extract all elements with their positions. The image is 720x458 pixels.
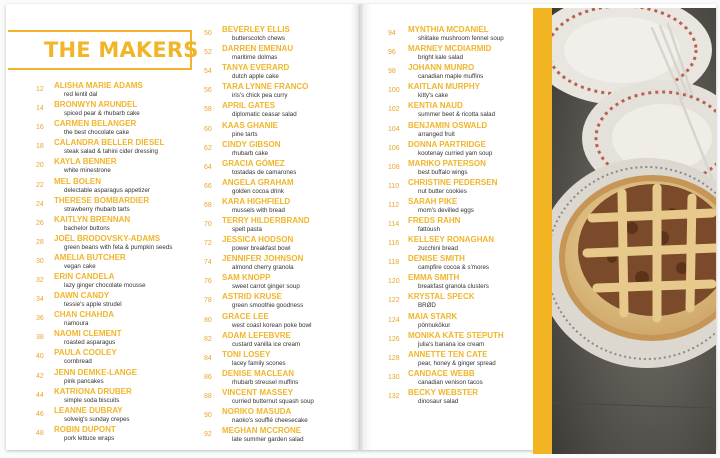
recipe-name: mom's devilled eggs <box>418 206 474 214</box>
page-number: 116 <box>388 240 400 248</box>
maker-name: KAAS GHANIE <box>222 120 279 130</box>
recipe-name: late summer garden salad <box>232 436 304 444</box>
maker-name: BENJAMIN OSWALD <box>408 120 488 130</box>
recipe-name: delectable asparagus appetizer <box>64 186 150 194</box>
page-number: 50 <box>204 30 212 37</box>
maker-name: SARAH PIKE <box>408 196 458 206</box>
page-number: 56 <box>204 87 212 95</box>
recipe-name: pine tarts <box>232 130 258 138</box>
recipe-name: shiitake mushroom fennel soup <box>418 35 504 42</box>
page-number: 46 <box>36 410 44 418</box>
recipe-name: almond cherry granola <box>232 264 294 272</box>
page-number: 14 <box>36 105 44 113</box>
page-number: 96 <box>388 49 396 57</box>
recipe-name: curried butternut squash soup <box>232 397 314 405</box>
maker-name: CANDACE WEBB <box>408 368 475 378</box>
maker-name: BRONWYN ARUNDEL <box>54 100 138 110</box>
recipe-name: maritime dolmas <box>232 54 278 62</box>
recipe-name: lacey family scones <box>232 359 286 367</box>
page-number: 34 <box>36 296 44 304</box>
page-number: 114 <box>388 221 400 228</box>
page-number: 122 <box>388 297 400 305</box>
maker-name: AMELIA BUTCHER <box>54 252 126 262</box>
maker-name: MEL BOLEN <box>54 176 101 186</box>
page-number: 128 <box>388 354 400 362</box>
recipe-name: BRØD <box>418 302 436 310</box>
recipe-name: green beans with feta & pumpkin seeds <box>64 243 173 251</box>
page-number: 44 <box>36 391 44 399</box>
maker-name: DENISE MACLEAN <box>222 368 295 378</box>
recipe-name: red lentil dal <box>64 91 98 98</box>
recipe-name: kitty's cake <box>418 92 449 100</box>
page-number: 80 <box>204 316 212 324</box>
recipe-name: simple soda biscuits <box>64 396 120 404</box>
page-number: 18 <box>36 143 44 151</box>
page-number: 28 <box>36 238 44 246</box>
page-number: 66 <box>204 182 212 190</box>
maker-name: TARA LYNNE FRANCO <box>222 82 309 92</box>
recipe-name: naoko's soufflé cheesecake <box>232 417 308 424</box>
page-number: 124 <box>388 316 400 324</box>
recipe-name: nut butter cookies <box>418 187 467 195</box>
recipe-name: bachelor buttons <box>64 224 110 232</box>
maker-name: GRACE LEE <box>222 311 269 321</box>
recipe-name: power breakfast bowl <box>232 245 291 253</box>
page-number: 92 <box>204 431 212 439</box>
maker-name: THERESE BOMBARDIER <box>54 195 150 205</box>
page-number: 24 <box>36 200 44 208</box>
maker-name: BECKY WEBSTER <box>408 387 479 397</box>
page-number: 130 <box>388 373 400 381</box>
maker-name: MARNEY MCDIARMID <box>408 44 492 54</box>
recipe-name: pink pancakes <box>64 377 104 385</box>
maker-name: JOËL BRODOVSKY-ADAMS <box>54 233 161 243</box>
page-number: 72 <box>204 240 212 248</box>
recipe-name: white minestrone <box>64 167 111 175</box>
page-number: 26 <box>36 219 44 227</box>
maker-name: CINDY GIBSON <box>222 139 281 149</box>
page-number: 90 <box>204 412 212 419</box>
maker-name: JOHANN MUNRO <box>408 63 475 73</box>
maker-name: LEANNE DUBRAY <box>54 405 123 415</box>
maker-name: MONIKA KÄTE STEPUTH <box>408 330 504 340</box>
page-number: 36 <box>36 315 44 323</box>
recipe-name: fattoush <box>418 226 441 233</box>
page-number: 78 <box>204 297 212 305</box>
page-number: 22 <box>36 181 44 189</box>
page-number: 118 <box>388 259 400 267</box>
recipe-name: green smoothie goodness <box>232 302 304 310</box>
recipe-name: tessie's apple strudel <box>64 301 122 309</box>
maker-name: CALANDRA BELLER DIESEL <box>54 138 165 148</box>
maker-name: FREDS RAHN <box>408 216 461 225</box>
recipe-name: cornbread <box>64 358 92 366</box>
page-number: 110 <box>388 182 400 190</box>
recipe-name: mussels with bread <box>232 206 285 214</box>
maker-name: KARA HIGHFIELD <box>222 196 291 206</box>
recipe-name: strawberry rhubarb tarts <box>64 205 130 213</box>
page-number: 16 <box>36 124 44 132</box>
maker-name: TANYA EVERARD <box>222 63 290 73</box>
recipe-name: rhubarb streusel muffins <box>232 378 299 386</box>
maker-name: EMMA SMITH <box>408 273 460 283</box>
page-number: 82 <box>204 335 212 343</box>
maker-name: TONI LOSEY <box>222 349 271 359</box>
page-number: 88 <box>204 392 212 400</box>
recipe-name: solveig's sunday crepes <box>64 415 130 423</box>
page-number: 58 <box>204 106 212 114</box>
recipe-name: diplomatic ceasar salad <box>232 111 297 119</box>
recipe-name: sweet carrot ginger soup <box>232 283 300 291</box>
recipe-name: spelt pasta <box>232 226 262 233</box>
maker-name: BEVERLEY ELLIS <box>222 25 290 34</box>
maker-name: ROBIN DUPONT <box>54 424 116 434</box>
accent-bar <box>533 8 552 454</box>
recipe-name: steak salad & tahini cider dressing <box>64 148 158 156</box>
recipe-name: summer beet & ricotta salad <box>418 111 496 119</box>
page-number: 94 <box>388 30 396 37</box>
recipe-name: bright kale salad <box>418 54 464 62</box>
recipe-name: the best chocolate cake <box>64 129 130 137</box>
maker-name: NAOMI CLEMENT <box>54 329 122 339</box>
maker-name: KELLSEY RONAGHAN <box>408 235 495 245</box>
maker-name: KATRIONA DRUBER <box>54 386 132 396</box>
page-number: 48 <box>36 429 44 437</box>
maker-name: GRACIA GÓMEZ <box>222 158 285 168</box>
maker-name: KAITLAN MURPHY <box>408 82 480 92</box>
recipe-name: roasted asparagus <box>64 339 116 347</box>
page-number: 30 <box>36 257 44 265</box>
page-number: 60 <box>204 125 212 133</box>
page-number: 12 <box>36 86 44 93</box>
page-number: 52 <box>204 49 212 57</box>
pie-photo-image <box>552 8 716 454</box>
recipe-name: custard vanilla ice cream <box>232 340 301 348</box>
page-number: 76 <box>204 278 212 286</box>
maker-name: JENN DEMKE-LANGE <box>54 367 138 377</box>
page-number: 40 <box>36 353 44 361</box>
maker-name: SAM KNOPP <box>222 273 271 283</box>
recipe-name: kootenay curried yam soup <box>418 149 493 157</box>
recipe-name: pork lettuce wraps <box>64 434 115 442</box>
maker-name: PAULA COOLEY <box>54 348 117 358</box>
recipe-name: west coast korean poke bowl <box>232 321 312 329</box>
page-number: 62 <box>204 144 212 152</box>
page-number: 112 <box>388 201 400 209</box>
page-number: 68 <box>204 201 212 209</box>
maker-name: ADAM LEFEBVRE <box>222 330 291 340</box>
maker-name: DAWN CANDY <box>54 291 110 301</box>
page-number: 84 <box>204 354 212 362</box>
recipe-name: best buffalo wings <box>418 168 468 176</box>
maker-name: ANNETTE TEN CATE <box>408 349 488 359</box>
maker-name: MYNTHIA MCDANIEL <box>408 25 489 34</box>
recipe-name: breakfast granola clusters <box>418 283 489 291</box>
page-number: 104 <box>388 125 400 133</box>
page-number: 98 <box>388 68 396 76</box>
page-number: 86 <box>204 373 212 381</box>
recipe-name: iris's chick pea curry <box>232 92 288 100</box>
maker-name: NORIKO MASUDA <box>222 407 292 416</box>
maker-name: DARREN EMENAU <box>222 44 294 54</box>
page-number: 106 <box>388 144 400 152</box>
recipe-name: lazy ginger chocolate mousse <box>64 282 146 289</box>
maker-name: MEGHAN MCCRONE <box>222 426 302 436</box>
recipe-name: dinosaur salad <box>418 397 459 405</box>
recipe-name: spiced pear & rhubarb cake <box>64 110 140 118</box>
page-number: 100 <box>388 87 400 95</box>
recipe-name: canadian venison tacos <box>418 378 483 386</box>
maker-name: VINCENT MASSEY <box>222 387 294 397</box>
maker-name: JENNIFER JOHNSON <box>222 254 304 264</box>
recipe-name: butterscotch chews <box>232 35 285 42</box>
recipe-name: campfire cocoa & s'mores <box>418 264 489 272</box>
maker-name: ASTRID KRUSE <box>222 292 283 302</box>
maker-name: MAIA STARK <box>408 311 458 321</box>
maker-name: KAITLYN BRENNAN <box>54 214 131 224</box>
recipe-name: vegan cake <box>64 262 96 270</box>
maker-name: APRIL GATES <box>222 101 276 111</box>
recipe-name: pear, honey & ginger spread <box>418 359 496 367</box>
recipe-name: dutch apple cake <box>232 73 279 81</box>
recipe-name: golden cocoa drink <box>232 187 284 195</box>
page-title: THE MAKERS <box>44 38 199 62</box>
maker-name: DONNA PARTRIDGE <box>408 139 486 149</box>
maker-name: ANGELA GRAHAM <box>222 177 294 187</box>
page-number: 74 <box>204 259 212 267</box>
page-number: 108 <box>388 163 400 171</box>
maker-name: ERIN CANDELA <box>54 272 115 281</box>
recipe-name: julia's banana ice cream <box>418 340 485 348</box>
recipe-name: zucchini bread <box>418 245 458 253</box>
maker-name: ALISHA MARIE ADAMS <box>54 81 143 90</box>
maker-name: MARIKO PATERSON <box>408 158 486 168</box>
page-number: 132 <box>388 392 400 400</box>
page-number: 38 <box>36 334 44 342</box>
recipe-name: pönnukökur <box>418 321 451 329</box>
page-number: 120 <box>388 278 400 286</box>
maker-name: CHRISTINE PEDERSEN <box>408 177 498 187</box>
recipe-name: namoura <box>64 320 89 328</box>
page-number: 42 <box>36 372 44 380</box>
page-number: 54 <box>204 68 212 76</box>
page-number: 70 <box>204 221 212 228</box>
left-page <box>6 4 360 450</box>
maker-name: TERRY HILDERBRAND <box>222 216 310 225</box>
maker-name: KENTIA NAUD <box>408 101 463 111</box>
page-number: 32 <box>36 277 44 284</box>
pie-photo <box>552 8 716 454</box>
page-number: 126 <box>388 335 400 343</box>
recipe-name: arranged fruit <box>418 130 455 138</box>
page-number: 20 <box>36 162 44 170</box>
maker-name: KAYLA BENNER <box>54 157 117 167</box>
maker-name: DENISE SMITH <box>408 254 465 264</box>
maker-name: KRYSTAL SPECK <box>408 292 475 302</box>
maker-name: CHAN CHAHDA <box>54 310 114 320</box>
page-number: 102 <box>388 106 400 114</box>
maker-name: CARMEN BELANGER <box>54 119 137 129</box>
maker-name: JESSICA HODSON <box>222 235 294 245</box>
recipe-name: canadian maple muffins <box>418 73 484 81</box>
recipe-name: rhubarb cake <box>232 149 269 157</box>
recipe-name: tostadas de camarones <box>232 168 297 176</box>
page-number: 64 <box>204 163 212 171</box>
